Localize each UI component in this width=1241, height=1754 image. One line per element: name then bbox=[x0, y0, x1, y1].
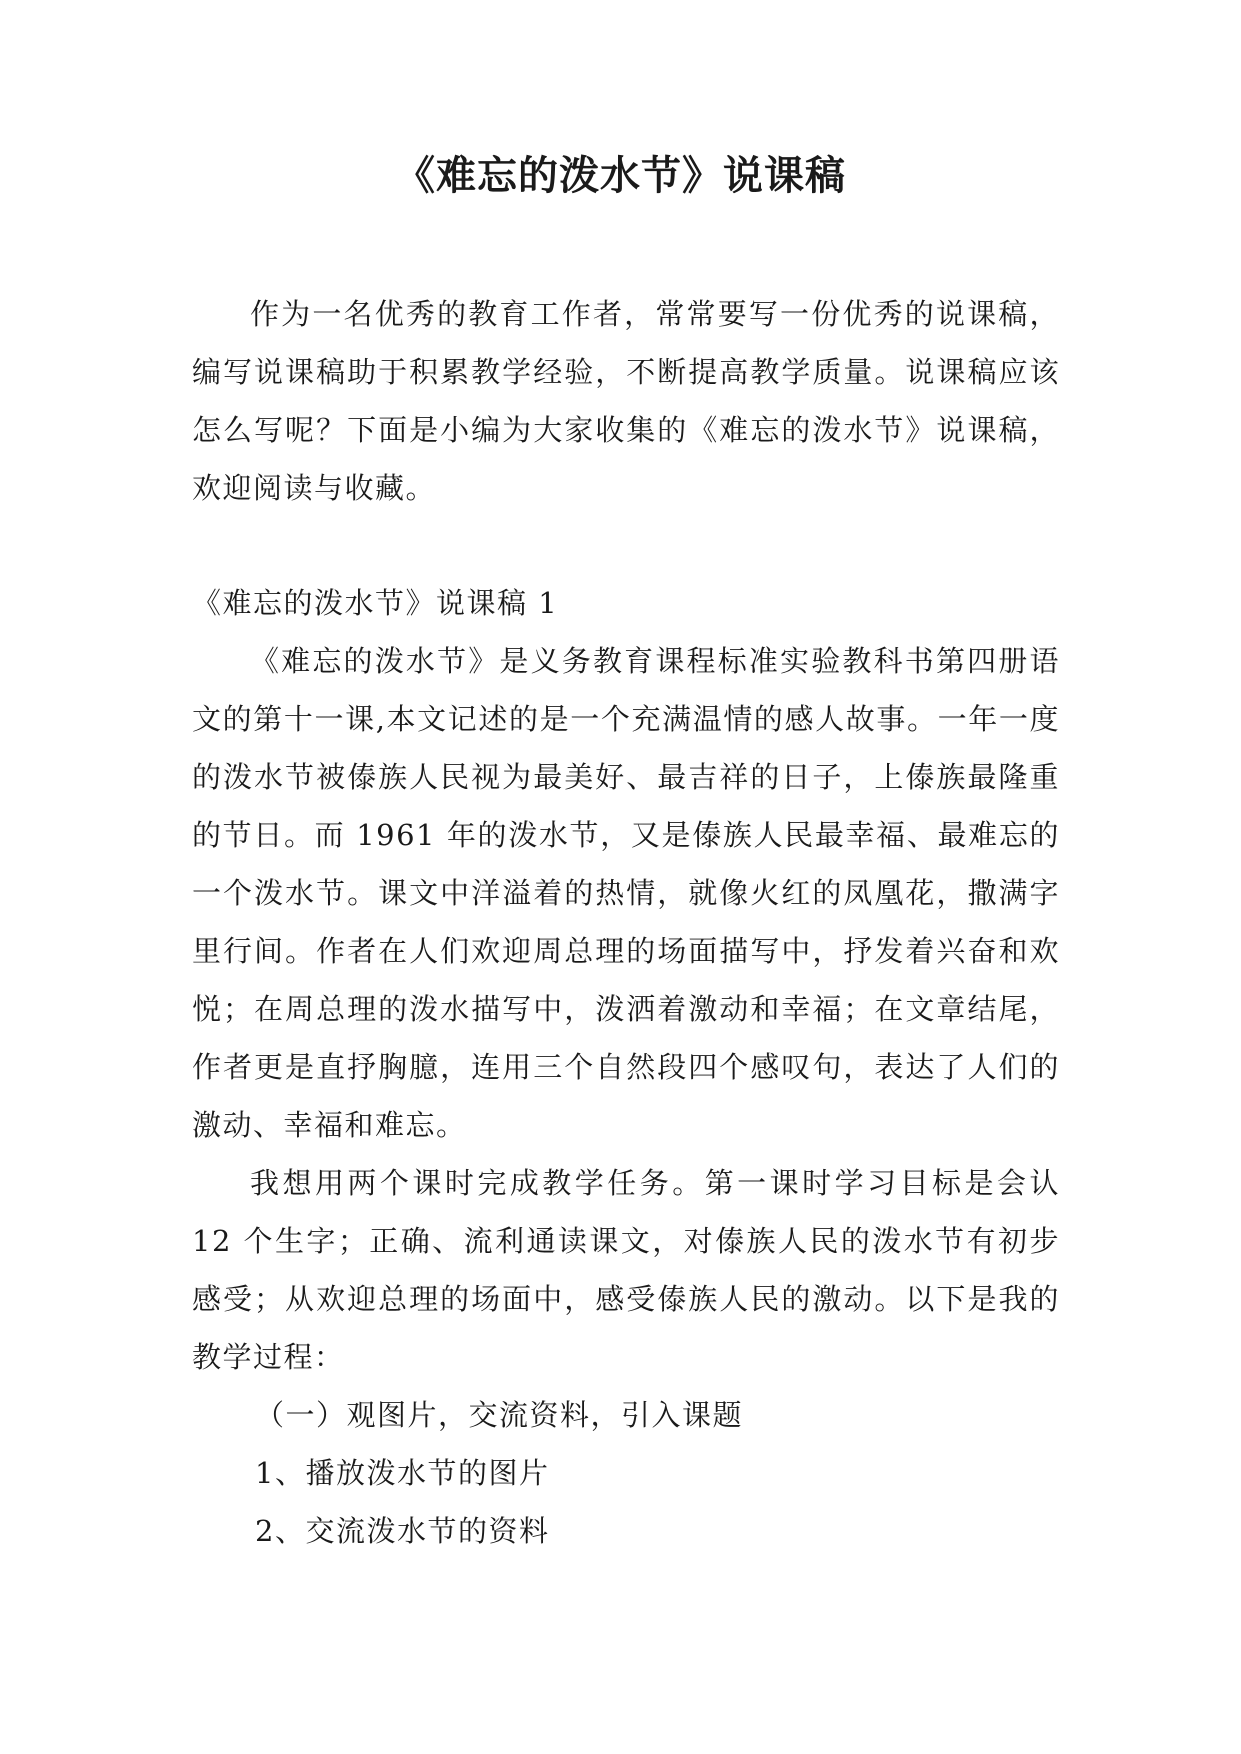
intro-paragraph: 作为一名优秀的教育工作者，常常要写一份优秀的说课稿，编写说课稿助于积累教学经验，不断提高教学质量。说课稿应该怎么写呢？下面是小编为大家收集的《难忘的泼水节》说课稿，欢迎阅读与收藏。 bbox=[192, 297, 1060, 505]
section-heading: 《难忘的泼水节》说课稿 1 bbox=[192, 586, 559, 620]
document-title: 《难忘的泼水节》说课稿 bbox=[395, 153, 846, 199]
intro-section bbox=[192, 285, 1060, 517]
body-paragraph-1: 《难忘的泼水节》是义务教育课程标准实验教科书第四册语文的第十一课,本文记述的是一个充满温情的感人故事。一年一度的泼水节被傣族人民视为最美好、最吉祥的日子，上傣族最隆重的节日。而 1961 年的泼水节，又是傣族人民最幸福、最难忘的一个泼水节。课文中洋溢着的热情，就像火红的凤凰花，撒满字里行间。作者在人们欢迎周总理的场面描写中，抒发着兴奋和欢悦；在周总理的泼水描写中，泼洒着激动和幸福；在文章结尾，作者更是直抒胸臆，连用三个自然段四个感叹句，表达了人们的激动、幸福和难忘。 bbox=[192, 644, 1060, 1142]
list-item-2: 1、播放泼水节的图片 bbox=[255, 1456, 550, 1490]
body-paragraph-2: 我想用两个课时完成教学任务。第一课时学习目标是会认 12 个生字；正确、流利通读课文，对傣族人民的泼水节有初步感受；从欢迎总理的场面中，感受傣族人民的激动。以下是我的教学过程： bbox=[192, 1166, 1060, 1374]
list-item-3: 2、交流泼水节的资料 bbox=[255, 1514, 550, 1548]
list-item-1: （一）观图片，交流资料，引入课题 bbox=[255, 1398, 744, 1432]
main-section bbox=[192, 632, 1060, 1560]
